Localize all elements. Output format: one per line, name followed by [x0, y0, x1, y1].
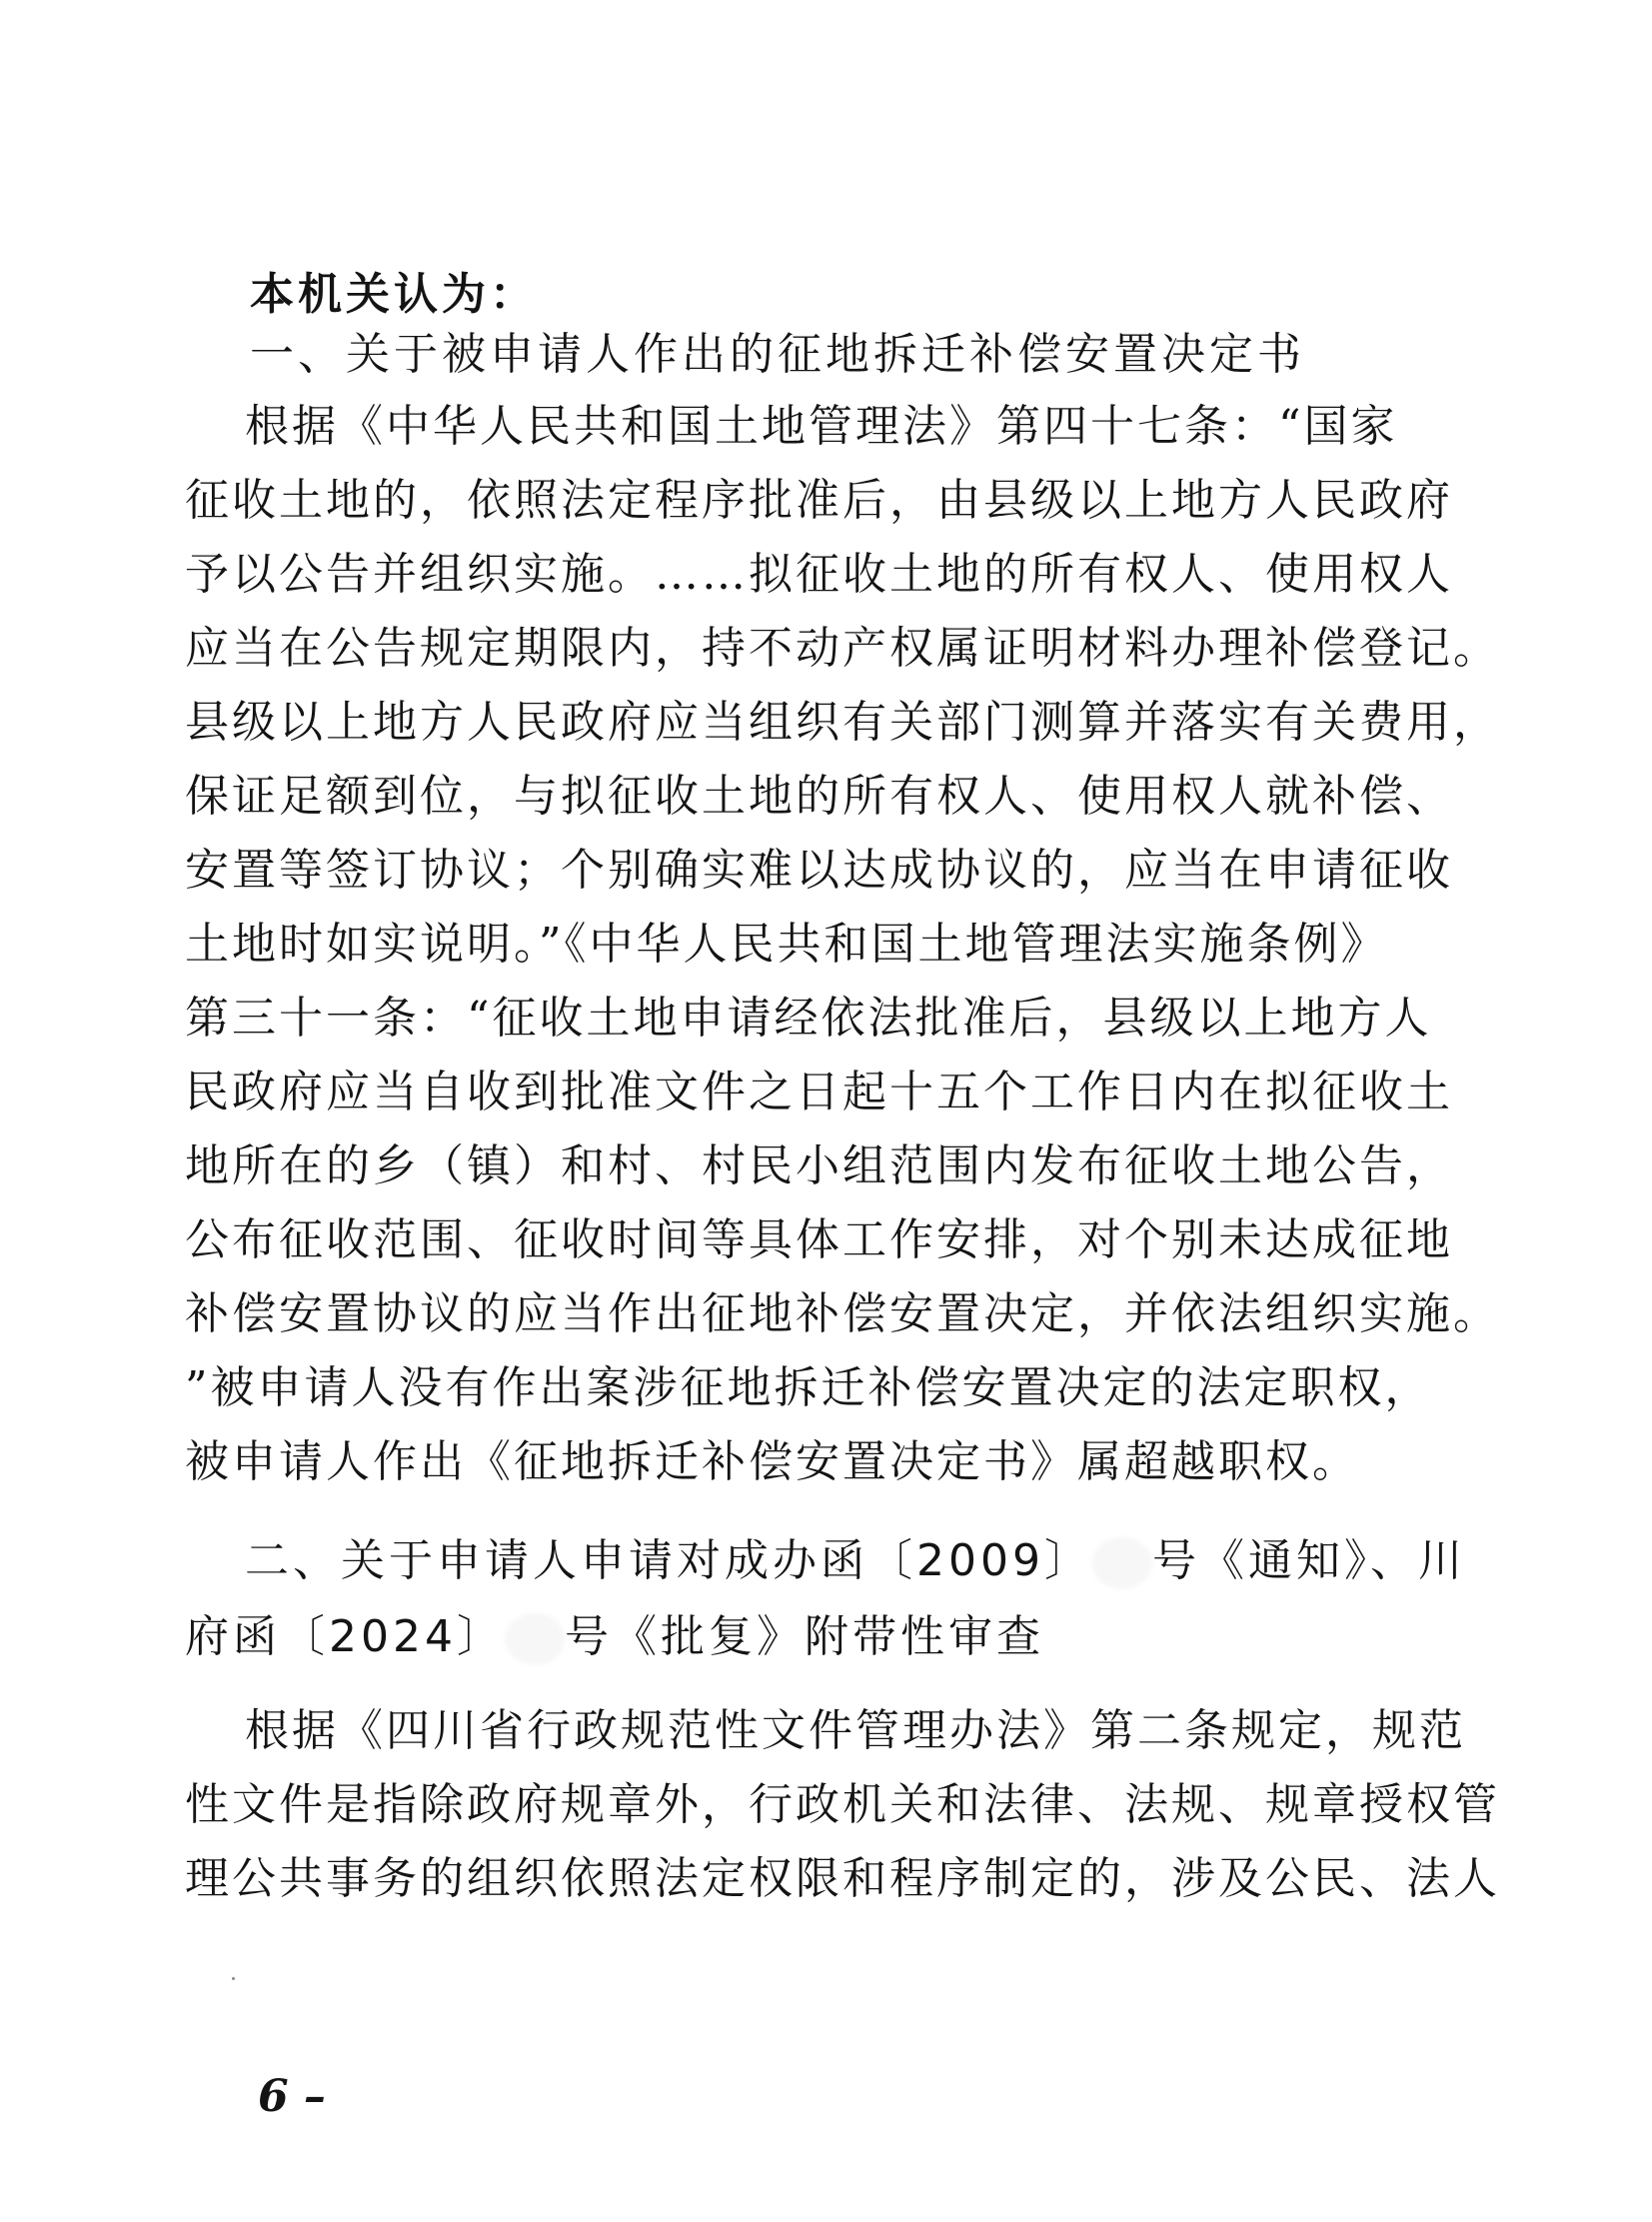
section-two-heading-part: 二、关于申请人申请对成办函〔2009〕: [245, 1535, 1092, 1586]
section-two-heading-line-1: [245, 1531, 1466, 1591]
paragraph-line: 补偿安置协议的应当作出征地补偿安置决定，并依法组织实施。: [185, 1288, 1500, 1339]
paragraph-line: 理公共事务的组织依照法定权限和程序制定的，涉及公民、法人: [185, 1853, 1500, 1904]
scan-speck: [232, 1977, 235, 1980]
paragraph-line: 根据《四川省行政规范性文件管理办法》第二条规定，规范: [245, 1705, 1466, 1756]
paragraph-line: 土地时如实说明。”《中华人民共和国土地管理法实施条例》: [185, 919, 1388, 970]
paragraph-line: ”被申请人没有作出案涉征地拆迁补偿安置决定的法定职权，: [185, 1362, 1432, 1413]
page-number: 6 –: [258, 2071, 326, 2122]
section-two-heading-part: 号《通知》、川: [1151, 1535, 1466, 1586]
paragraph-line: 根据《中华人民共和国土地管理法》第四十七条：“国家: [245, 401, 1398, 452]
paragraph-line: 应当在公告规定期限内，持不动产权属证明材料办理补偿登记。: [185, 623, 1500, 674]
paragraph-line: 性文件是指除政府规章外，行政机关和法律、法规、规章授权管: [185, 1779, 1500, 1830]
section-two-heading-line-2: [185, 1607, 1044, 1667]
intro-heading: 本机关认为：: [250, 269, 538, 320]
paragraph-line: 公布征收范围、征收时间等具体工作安排，对个别未达成征地: [185, 1214, 1453, 1265]
paragraph-line: 民政府应当自收到批准文件之日起十五个工作日内在拟征收土: [185, 1067, 1453, 1117]
paragraph-line: 安置等签订协议；个别确实难以达成协议的，应当在申请征收: [185, 845, 1453, 896]
section-two-heading-part: 号《批复》附带性审查: [564, 1611, 1044, 1662]
section-one-heading: 一、关于被申请人作出的征地拆迁补偿安置决定书: [250, 329, 1305, 380]
paragraph-line: 予以公告并组织实施。……拟征收土地的所有权人、使用权人: [185, 549, 1453, 600]
redaction-mark: [1092, 1537, 1152, 1589]
paragraph-line: 第三十一条：“征收土地申请经依法批准后，县级以上地方人: [185, 993, 1432, 1044]
paragraph-line: 被申请人作出《征地拆迁补偿安置决定书》属超越职权。: [185, 1436, 1359, 1487]
redaction-mark: [505, 1613, 565, 1665]
paragraph-line: 地所在的乡（镇）和村、村民小组范围内发布征收土地公告，: [185, 1140, 1453, 1191]
paragraph-line: 县级以上地方人民政府应当组织有关部门测算并落实有关费用，: [185, 697, 1500, 748]
paragraph-line: 征收土地的，依照法定程序批准后，由县级以上地方人民政府: [185, 475, 1453, 526]
section-two-heading-part: 府函〔2024〕: [185, 1611, 505, 1662]
paragraph-line: 保证足额到位，与拟征收土地的所有权人、使用权人就补偿、: [185, 771, 1453, 822]
